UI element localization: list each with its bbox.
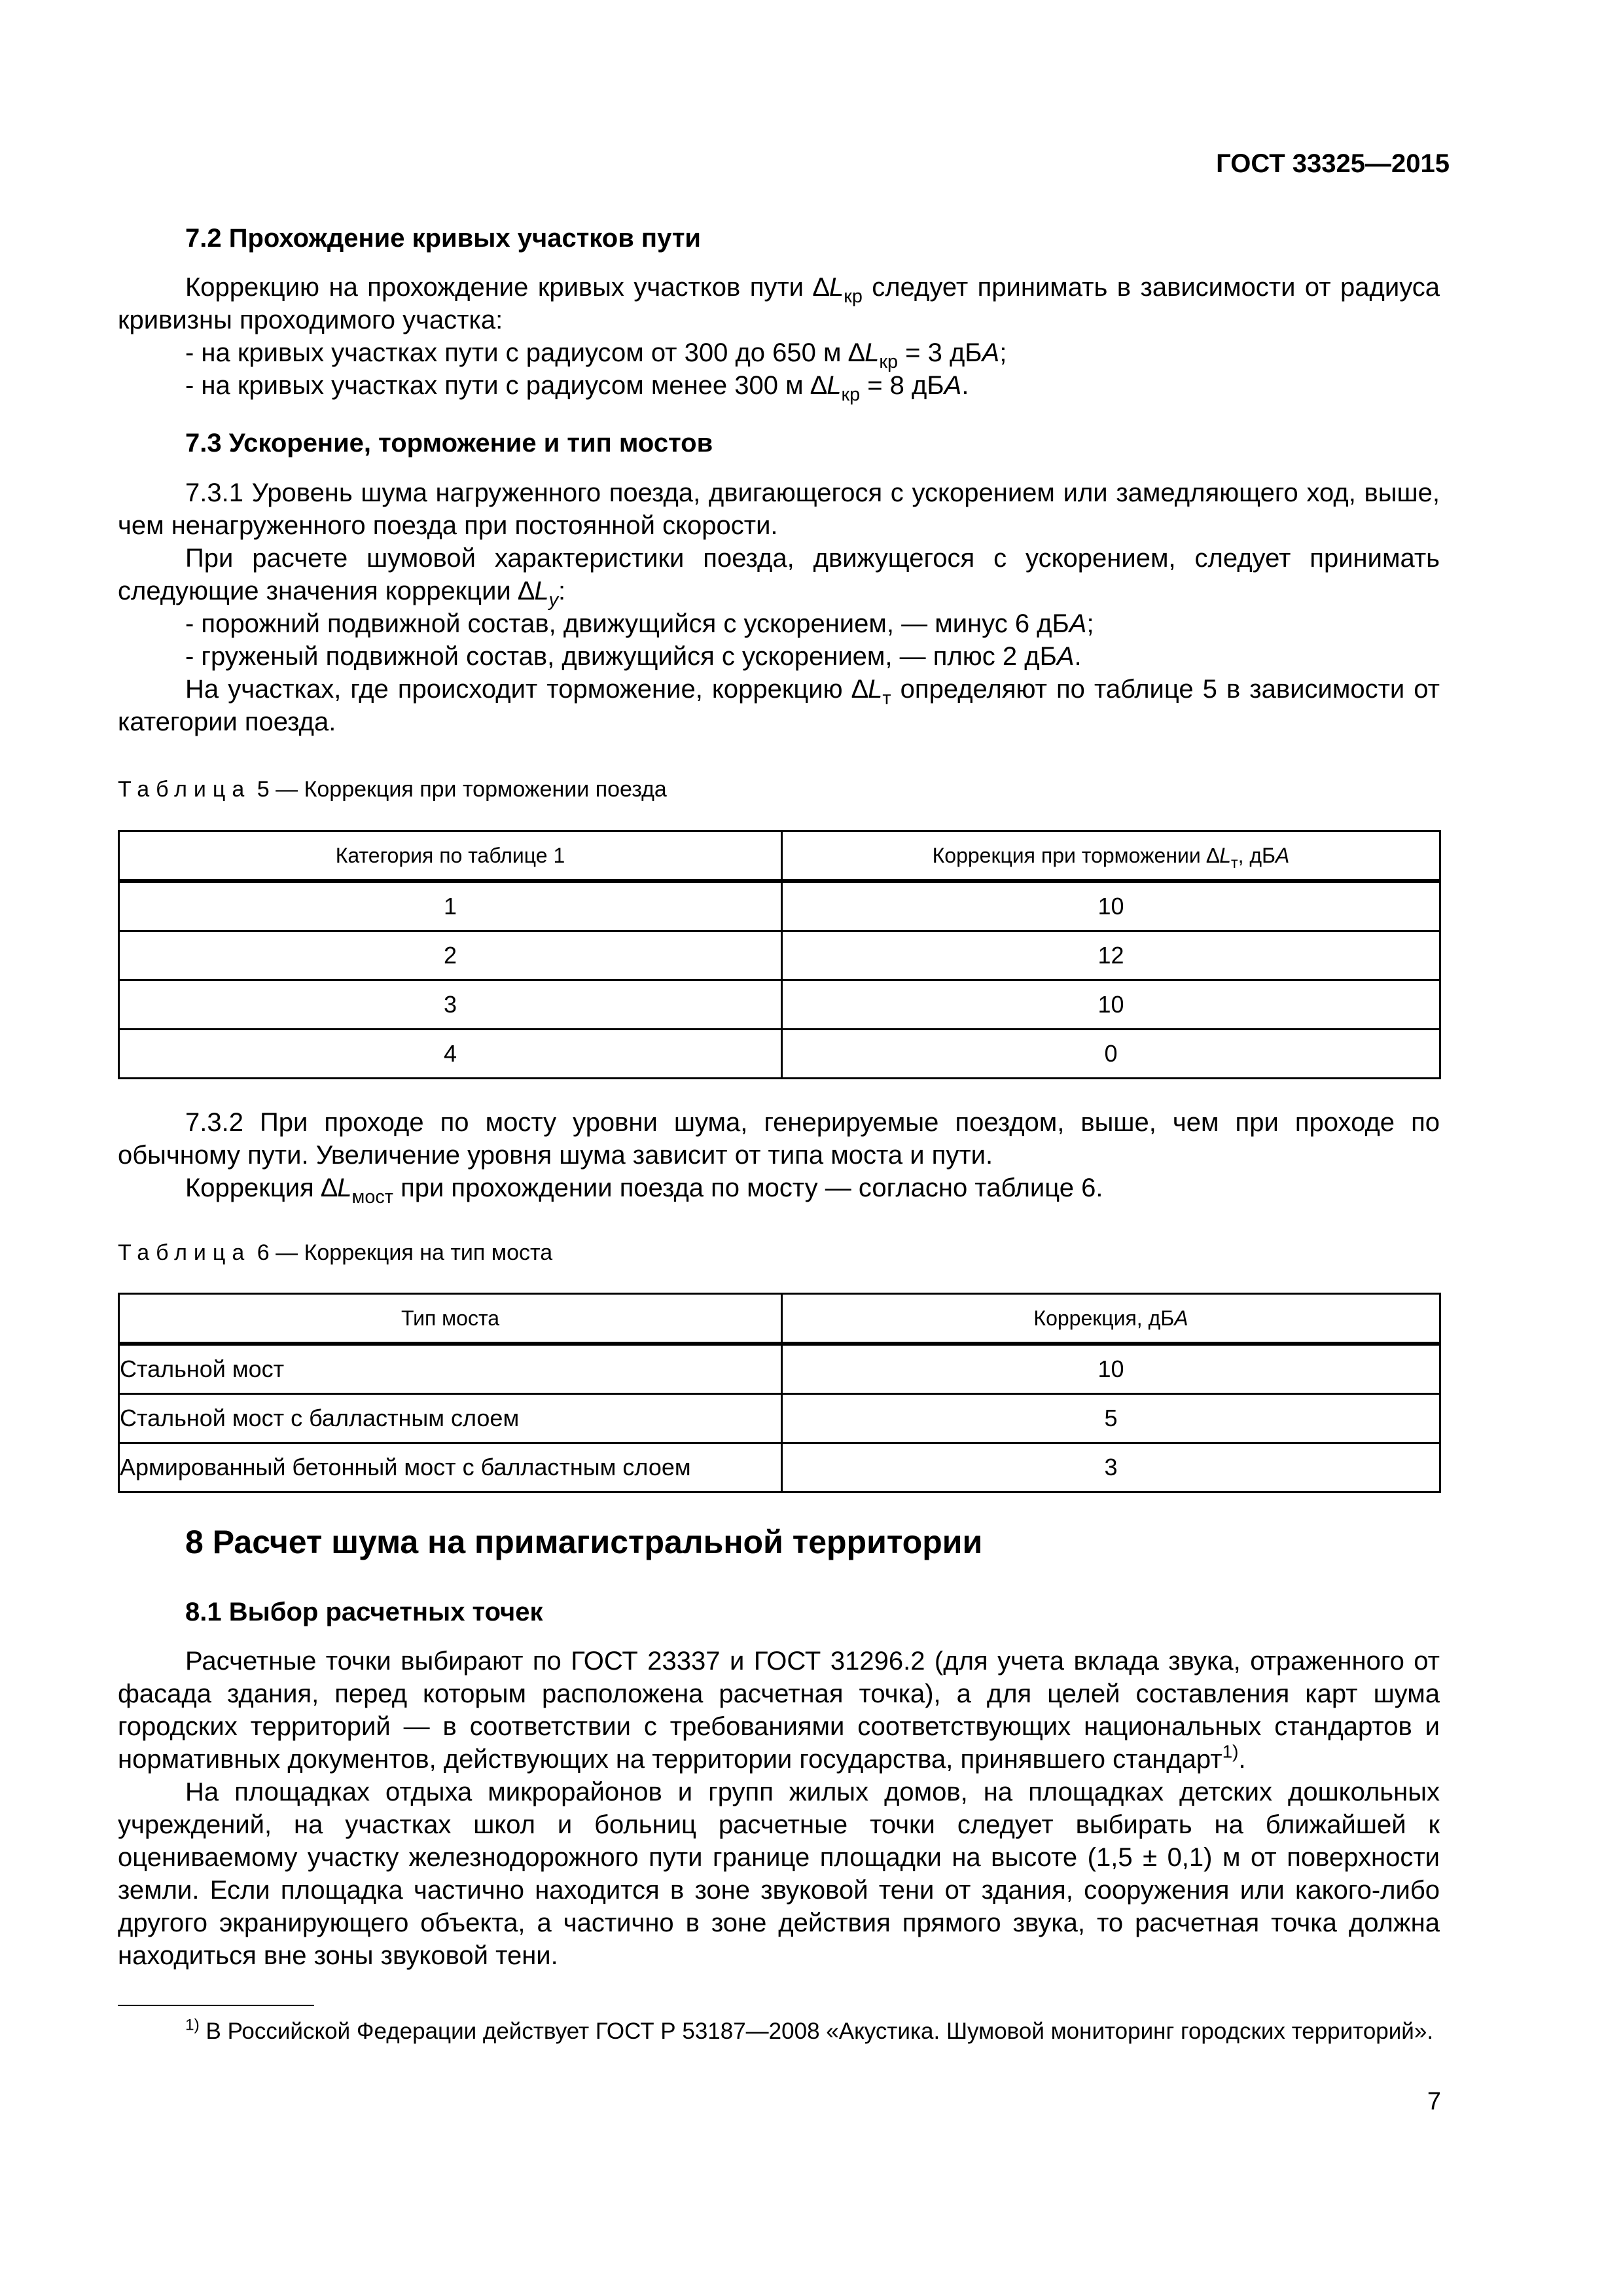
table-6-caption: Таблица 6 — Коррекция на тип моста	[118, 1240, 553, 1265]
section-7-3-body	[118, 476, 1440, 738]
table-row: 1 10	[119, 881, 1440, 931]
paragraph: Расчетные точки выбирают по ГОСТ 23337 и ГОСТ 31296.2 (для учета вклада звука, отраженного от фасада здания, перед которым расположена расчетная точка), а для целей составления карт шума городских территорий — в соответствии с требованиями соответствующих национальных стандартов и нормативных документов, действующих на территории государства, принявшего стандарт$^{1)}$.	[118, 1647, 1440, 1774]
table-header: Коррекция, дБА	[782, 1294, 1440, 1344]
table-5-caption: Таблица 5 — Коррекция при торможении поезда	[118, 777, 667, 802]
footnote: $^{1)}$ В Российской Федерации действует ГОСТ Р 53187—2008 «Акустика. Шумовой мониторинг городских территорий».	[185, 2016, 1434, 2044]
footnote-separator	[118, 2005, 314, 2006]
heading-7-2: 7.2 Прохождение кривых участков пути	[185, 224, 702, 253]
paragraph: 7.3.1 Уровень шума нагруженного поезда, двигающегося с ускорением или замедляющего ход, выше, чем ненагруженного поезда при постоянной скорости.	[118, 478, 1440, 540]
table-6	[118, 1293, 1441, 1493]
heading-8: 8 Расчет шума на примагистральной территории	[185, 1524, 983, 1560]
table-row: 3 10	[119, 980, 1440, 1030]
table-row: 4 0	[119, 1030, 1440, 1079]
table-header: Тип моста	[119, 1294, 782, 1344]
list-item: - груженый подвижной состав, движущийся с ускорением, — плюс 2 дБА.	[185, 642, 1082, 671]
paragraph: 7.3.2 При проходе по мосту уровни шума, генерируемые поездом, выше, чем при проходе по обычному пути. Увеличение уровня шума зависит от типа моста и пути.	[118, 1108, 1440, 1170]
list-item: - порожний подвижной состав, движущийся с ускорением, — минус 6 дБА;	[185, 609, 1094, 638]
heading-7-3: 7.3 Ускорение, торможение и тип мостов	[185, 429, 713, 457]
paragraph: При расчете шумовой характеристики поезда, движущегося с ускорением, следует принимать следующие значения коррекции $\Delta L_у$:	[118, 544, 1440, 611]
standard-code: ГОСТ 33325—2015	[1216, 149, 1450, 178]
table-row: Стальной мост 10	[119, 1344, 1440, 1394]
table-header: Категория по таблице 1	[119, 831, 782, 882]
paragraph: На площадках отдыха микрорайонов и групп жилых домов, на площадках детских дошкольных учреждений, на участках школ и больниц расчетные точки следует выбирать на ближайшей к оцениваемому участку железнодорожного пути границе площадки на высоте (1,5 ± 0,1) м от поверхности земли. Если площадка частично находится в зоне звуковой тени от здания, сооружения или какого-либо другого экранирующего объекта, а частично в зоне действия прямого звука, то расчетная точка должна находиться вне зоны звуковой тени.	[118, 1778, 1440, 1970]
page-number: 7	[1427, 2088, 1441, 2115]
heading-8-1: 8.1 Выбор расчетных точек	[185, 1598, 543, 1626]
list-item: - на кривых участках пути с радиусом менее 300 м $\Delta L_{кр} = 8$ дБА.	[185, 371, 969, 406]
paragraph: Коррекция $\Delta L_{мост}$ при прохождении поезда по мосту — согласно таблице 6.	[185, 1174, 1103, 1208]
table-row: Армированный бетонный мост с балластным слоем 3	[119, 1443, 1440, 1492]
table-header: Коррекция при торможении $\Delta L_т$, дБА	[782, 831, 1440, 882]
table-row: Стальной мост с балластным слоем 5	[119, 1394, 1440, 1443]
paragraph: Коррекцию на прохождение кривых участков пути $\Delta L_{кр}$ следует принимать в зависимости от радиуса кривизны проходимого участка:	[118, 273, 1440, 334]
table-5	[118, 830, 1441, 1079]
section-7-2-body	[118, 271, 1440, 406]
section-8-1-body	[118, 1645, 1440, 1972]
list-item: - на кривых участках пути с радиусом от 300 до 650 м $\Delta L_{кр} = 3$ дБА;	[185, 338, 1007, 373]
section-7-3-2-body	[118, 1106, 1440, 1208]
table-row: 2 12	[119, 931, 1440, 980]
paragraph: На участках, где происходит торможение, коррекцию $\Delta L_т$ определяют по таблице 5 в зависимости от категории поезда.	[118, 675, 1440, 736]
